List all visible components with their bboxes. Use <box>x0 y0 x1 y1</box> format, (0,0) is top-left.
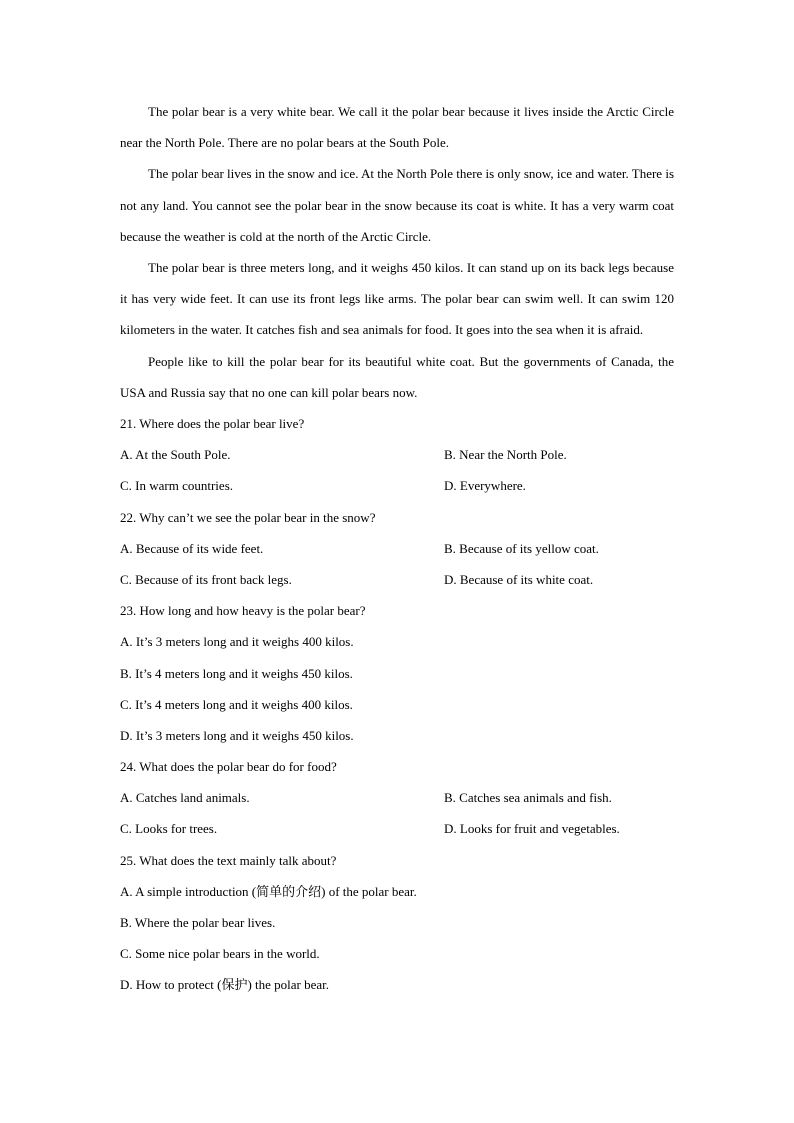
options-row <box>120 782 674 813</box>
option-a: A. At the South Pole. <box>120 447 231 463</box>
passage-paragraph-1: The polar bear is a very white bear. We call it the polar bear because it lives inside the Arctic Circle near the North Pole. There are no polar bears at the South Pole. <box>120 104 674 151</box>
passage-paragraph-4: People like to kill the polar bear for its beautiful white coat. But the governments of Canada, the USA and Russia say that no one can kill polar bears now. <box>120 353 674 400</box>
option-c: C. Because of its front back legs. <box>120 571 292 587</box>
question-stem: 23. How long and how heavy is the polar bear? <box>120 603 366 619</box>
question-stem: 24. What does the polar bear do for food? <box>120 759 337 775</box>
option-a: A. It’s 3 meters long and it weighs 400 kilos. <box>120 634 354 650</box>
option-c: C. Looks for trees. <box>120 821 218 837</box>
option-b: B. It’s 4 meters long and it weighs 450 kilos. <box>120 665 353 681</box>
question-stem: 25. What does the text mainly talk about? <box>120 852 337 868</box>
option-d: D. How to protect (保护) the polar bear. <box>120 977 330 993</box>
options-row <box>120 533 674 564</box>
document-content <box>120 96 674 1001</box>
question-stem: 22. Why can’t we see the polar bear in the snow? <box>120 509 376 525</box>
question-22 <box>120 502 674 596</box>
question-23 <box>120 595 674 751</box>
passage-paragraph-2: The polar bear lives in the snow and ice. At the North Pole there is only snow, ice and water. There is not any land. You cannot see the polar bear in the snow because its coat is white. It has a very warm coat because the weather is cold at the north of the Arctic Circle. <box>120 166 674 244</box>
question-25 <box>120 845 674 1001</box>
option-a: A. Because of its wide feet. <box>120 540 264 556</box>
options-row <box>120 470 674 501</box>
option-d: D. Looks for fruit and vegetables. <box>444 821 620 837</box>
options-row <box>120 564 674 595</box>
option-d: D. It’s 3 meters long and it weighs 450 kilos. <box>120 727 354 743</box>
option-b: B. Where the polar bear lives. <box>120 915 276 931</box>
option-c: C. It’s 4 meters long and it weighs 400 kilos. <box>120 696 353 712</box>
question-24 <box>120 751 674 845</box>
option-a: A. Catches land animals. <box>120 790 250 806</box>
option-d: D. Because of its white coat. <box>444 571 594 587</box>
options-row <box>120 813 674 844</box>
option-b: B. Near the North Pole. <box>444 447 567 463</box>
option-c: C. Some nice polar bears in the world. <box>120 946 320 962</box>
option-a: A. A simple introduction (简单的介绍) of the polar bear. <box>120 883 417 899</box>
question-21 <box>120 408 674 502</box>
options-row <box>120 439 674 470</box>
passage-paragraph-3: The polar bear is three meters long, and it weighs 450 kilos. It can stand up on its back legs because it has very wide feet. It can use its front legs like arms. The polar bear can swim well. It can swim 120 kilometers in the water. It catches fish and sea animals for food. It goes into the sea when it is afraid. <box>120 260 674 338</box>
option-c: C. In warm countries. <box>120 478 234 494</box>
option-b: B. Catches sea animals and fish. <box>444 790 612 806</box>
option-b: B. Because of its yellow coat. <box>444 540 599 556</box>
question-stem: 21. Where does the polar bear live? <box>120 416 305 432</box>
option-d: D. Everywhere. <box>444 478 526 494</box>
